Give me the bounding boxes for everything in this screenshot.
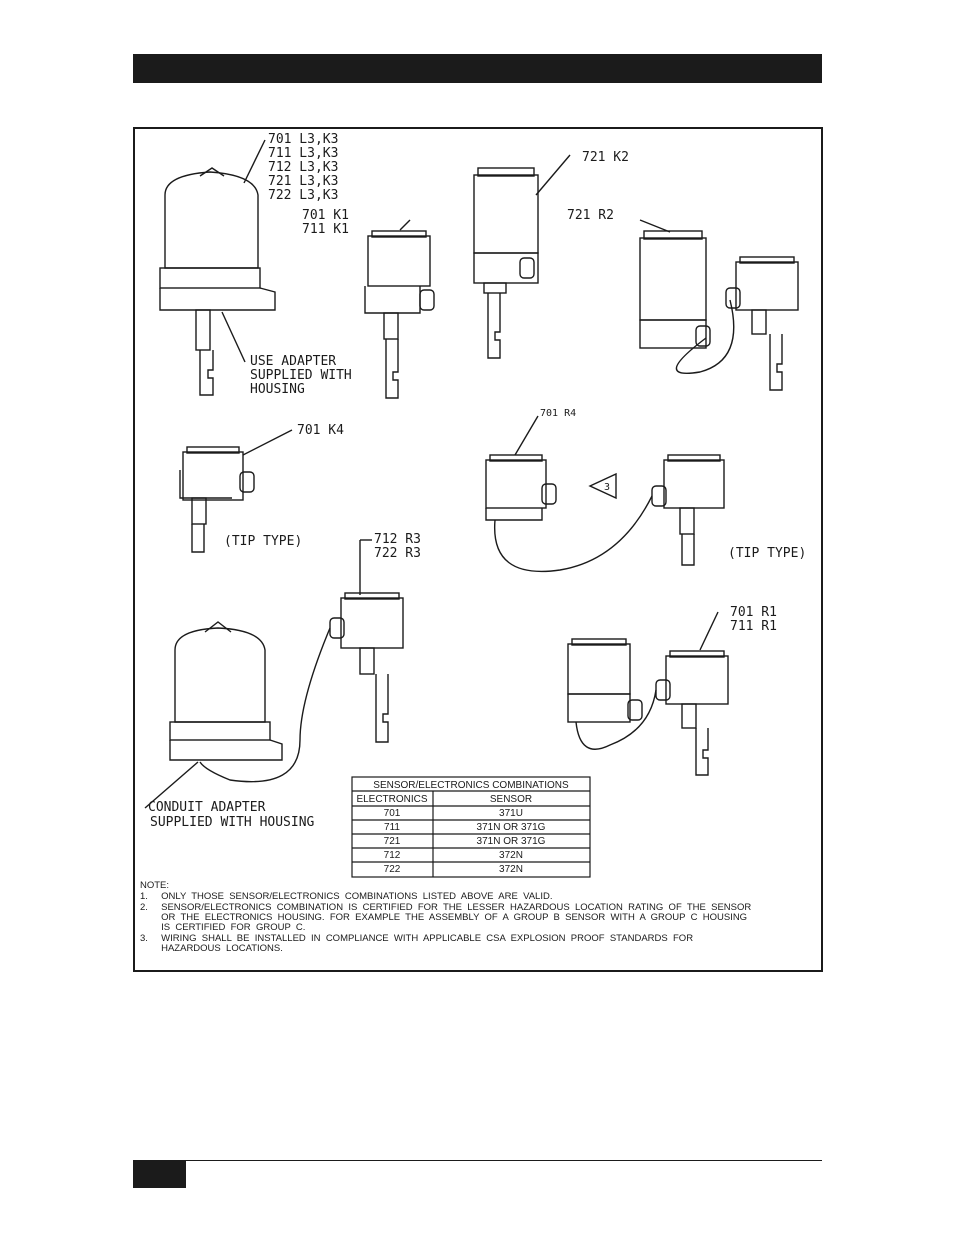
label-r3 (374, 532, 421, 561)
table-cell: 371N OR 371G (476, 836, 546, 847)
table-header-sensor: SENSOR (489, 794, 533, 805)
svg-text:CONDUIT ADAPTER: CONDUIT ADAPTER (148, 800, 266, 815)
tall-housing-k2 (474, 168, 538, 358)
svg-text:722 L3,K3: 722 L3,K3 (268, 188, 339, 203)
remote-pair-r3 (170, 593, 403, 782)
notes-heading: NOTE: (140, 880, 170, 891)
svg-text:712 R3: 712 R3 (374, 532, 421, 547)
note-line: IS CERTIFIED FOR GROUP C. (140, 922, 306, 933)
note-line: OR THE ELECTRONICS HOUSING. FOR EXAMPLE THE ASSEMBLY OF A GROUP B SENSOR WITH A GROUP C HOUSING (140, 912, 748, 923)
remote-pair-r1 (568, 639, 728, 775)
table-header-electronics: ELECTRONICS (356, 794, 428, 805)
note-ref-number: 3 (604, 482, 611, 493)
note-line: HAZARDOUS LOCATIONS. (140, 943, 283, 954)
table-cell: 371U (499, 808, 523, 819)
label-k1 (302, 208, 349, 237)
table-cell: 712 (383, 850, 401, 861)
label-adapter (250, 354, 352, 397)
note-ref-triangle (590, 474, 616, 498)
svg-text:SUPPLIED WITH: SUPPLIED WITH (250, 368, 352, 383)
table-cell: 372N (499, 864, 523, 875)
label-r1 (730, 605, 777, 634)
table-cell: 371N OR 371G (476, 822, 546, 833)
label-conduit (148, 800, 315, 830)
svg-text:711 R1: 711 R1 (730, 619, 777, 634)
svg-text:USE ADAPTER: USE ADAPTER (250, 354, 337, 369)
table-title: SENSOR/ELECTRONICS COMBINATIONS (373, 780, 569, 791)
label-r4: 701 R4 (540, 408, 577, 419)
combinations-table (356, 780, 569, 875)
note-line: 2. SENSOR/ELECTRONICS COMBINATION IS CERTIFIED FOR THE LESSER HAZARDOUS LOCATION RATING OF THE SENSOR (140, 902, 752, 913)
svg-text:711 L3,K3: 711 L3,K3 (268, 146, 339, 161)
table-cell: 701 (383, 808, 401, 819)
svg-text:HOUSING: HOUSING (250, 382, 305, 397)
footer-page-tab (133, 1160, 186, 1188)
label-tip-type-left: (TIP TYPE) (224, 534, 303, 549)
svg-text:712 L3,K3: 712 L3,K3 (268, 160, 339, 175)
footer-rule (133, 1160, 822, 1161)
svg-text:721 L3,K3: 721 L3,K3 (268, 174, 339, 189)
table-cell: 721 (383, 836, 401, 847)
svg-text:722 R3: 722 R3 (374, 546, 421, 561)
svg-text:701 K1: 701 K1 (302, 208, 349, 223)
table-cell: 711 (384, 822, 400, 833)
svg-text:SUPPLIED WITH HOUSING: SUPPLIED WITH HOUSING (150, 815, 315, 830)
svg-text:701 R1: 701 R1 (730, 605, 777, 620)
notes-block (140, 880, 751, 954)
note-line: 1. ONLY THOSE SENSOR/ELECTRONICS COMBINATIONS LISTED ABOVE ARE VALID. (140, 891, 553, 902)
svg-text:701 L3,K3: 701 L3,K3 (268, 132, 339, 147)
label-l3k3 (268, 132, 338, 203)
remote-pair-r4 (486, 455, 724, 571)
svg-text:711 K1: 711 K1 (302, 222, 349, 237)
label-k2: 721 K2 (582, 150, 629, 165)
table-cell: 722 (383, 864, 401, 875)
table-cell: 372N (499, 850, 523, 861)
small-housing-k1 (365, 231, 434, 398)
label-r2: 721 R2 (567, 208, 614, 223)
label-tip-type-right: (TIP TYPE) (728, 546, 807, 561)
label-k4: 701 K4 (297, 423, 344, 438)
note-line: 3. WIRING SHALL BE INSTALLED IN COMPLIANCE WITH APPLICABLE CSA EXPLOSION PROOF STANDARDS FOR (140, 933, 694, 944)
remote-pair-r2 (640, 231, 798, 390)
